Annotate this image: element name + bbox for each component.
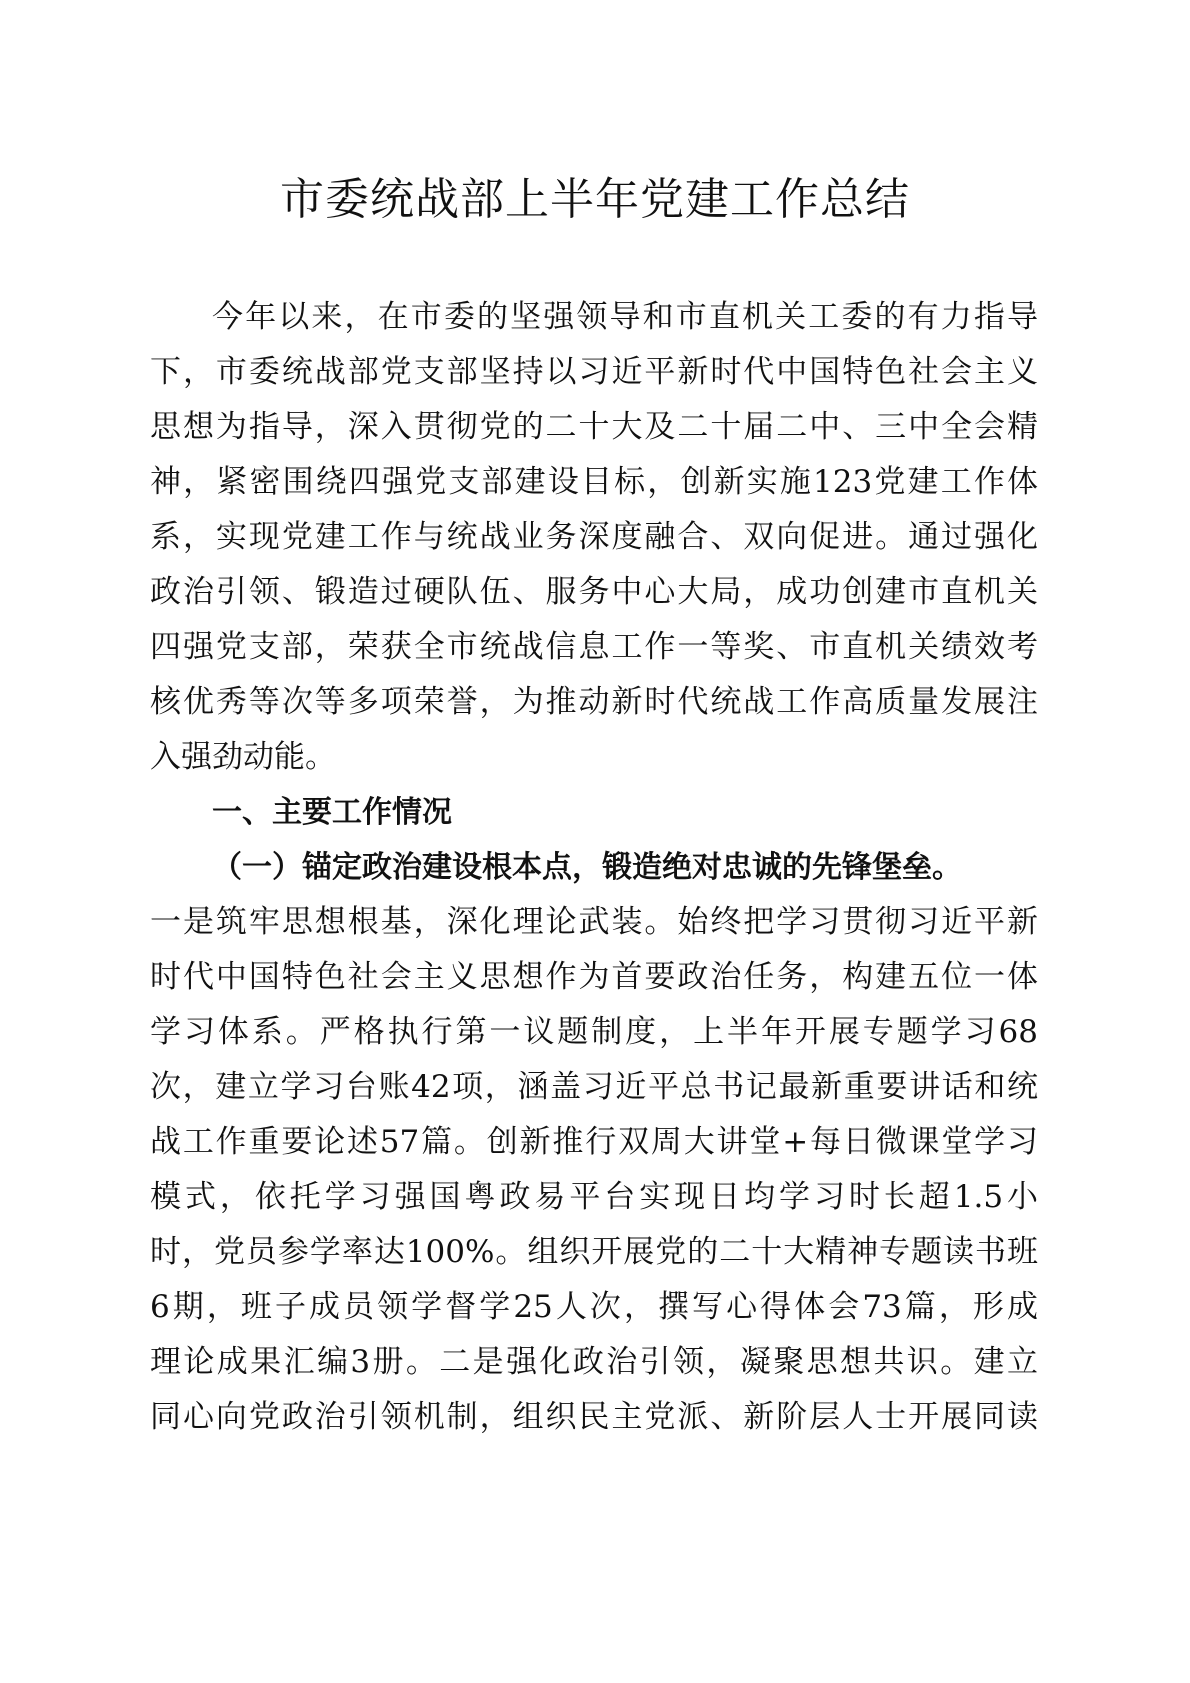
document-body [150, 290, 1038, 1445]
paragraph-line: 神，紧密围绕四强党支部建设目标，创新实施123党建工作体 [150, 464, 1038, 500]
subsection-heading: （一）锚定政治建设根本点，锻造绝对忠诚的先锋堡垒。 [212, 850, 962, 885]
section-heading: 一、主要工作情况 [212, 795, 452, 830]
paragraph-line: 次，建立学习台账42项，涵盖习近平总书记最新重要讲话和统 [150, 1069, 1038, 1105]
paragraph-line: 时，党员参学率达100%。组织开展党的二十大精神专题读书班 [150, 1234, 1038, 1270]
paragraph-line: 学习体系。严格执行第一议题制度，上半年开展专题学习68 [150, 1014, 1038, 1050]
paragraph-line: 同心向党政治引领机制，组织民主党派、新阶层人士开展同读 [150, 1399, 1038, 1435]
paragraph-line: 入强劲动能。 [150, 739, 336, 775]
paragraph-line: 思想为指导，深入贯彻党的二十大及二十届二中、三中全会精 [150, 409, 1038, 445]
paragraph-line: 战工作重要论述57篇。创新推行双周大讲堂+每日微课堂学习 [150, 1124, 1038, 1160]
document-title: 市委统战部上半年党建工作总结 [280, 174, 910, 225]
paragraph-line: 模式，依托学习强国粤政易平台实现日均学习时长超1.5小 [150, 1179, 1038, 1215]
paragraph-line: 四强党支部，荣获全市统战信息工作一等奖、市直机关绩效考 [150, 629, 1038, 665]
paragraph-line: 今年以来，在市委的坚强领导和市直机关工委的有力指导 [212, 299, 1038, 335]
paragraph-line: 核优秀等次等多项荣誉，为推动新时代统战工作高质量发展注 [150, 684, 1038, 720]
paragraph-line: 下，市委统战部党支部坚持以习近平新时代中国特色社会主义 [150, 354, 1038, 390]
paragraph-line: 系，实现党建工作与统战业务深度融合、双向促进。通过强化 [150, 519, 1038, 555]
paragraph-line: 政治引领、锻造过硬队伍、服务中心大局，成功创建市直机关 [150, 574, 1038, 610]
paragraph-line: 6期，班子成员领学督学25人次，撰写心得体会73篇，形成 [150, 1289, 1038, 1325]
paragraph-line: 理论成果汇编3册。二是强化政治引领，凝聚思想共识。建立 [150, 1344, 1038, 1380]
paragraph-line: 一是筑牢思想根基，深化理论武装。始终把学习贯彻习近平新 [150, 904, 1038, 940]
paragraph-line: 时代中国特色社会主义思想作为首要政治任务，构建五位一体 [150, 959, 1038, 995]
